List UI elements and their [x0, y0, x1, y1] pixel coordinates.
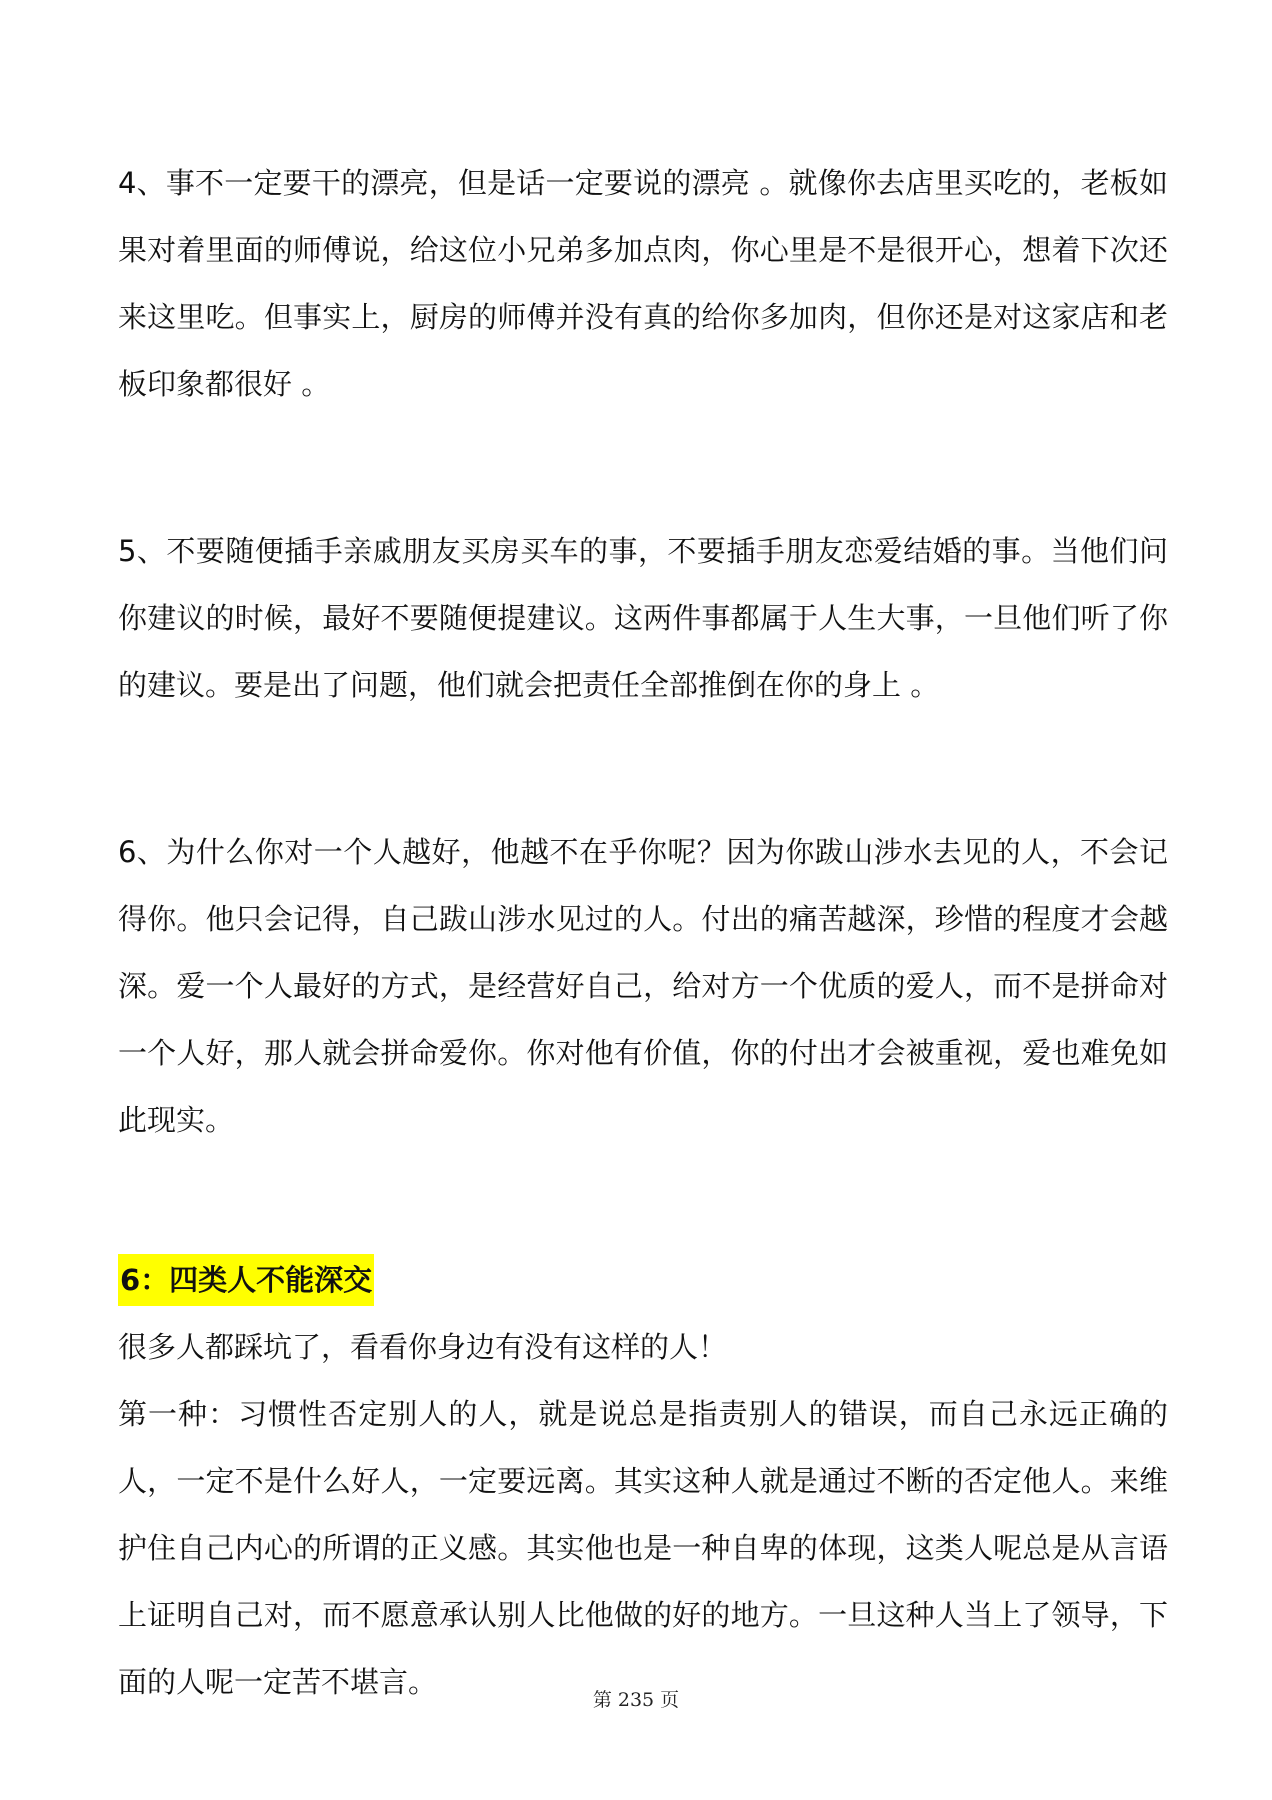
page-number: 第 235 页 [592, 1689, 680, 1711]
section-intro: 很多人都踩坑了，看看你身边有没有这样的人！ [118, 1330, 728, 1364]
paragraph-tip-6: 6、为什么你对一个人越好，他越不在乎你呢？因为你跋山涉水去见的人，不会记得你。他只会记得，自己跋山涉水见过的人。付出的痛苦越深，珍惜的程度才会越深。爱一个人最好的方式，是经营好自己，给对方一个优质的爱人，而不是拼命对一个人好，那人就会拼命爱你。你对他有价值，你的付出才会被重视，爱也难免如此现实。 [118, 835, 1168, 1137]
section-first-type: 第一种：习惯性否定别人的人，就是说总是指责别人的错误，而自己永远正确的人，一定不是什么好人，一定要远离。其实这种人就是通过不断的否定他人。来维护住自己内心的所谓的正义感。其实他也是一种自卑的体现，这类人呢总是从言语上证明自己对，而不愿意承认别人比他做的好的地方。一旦这种人当上了领导，下面的人呢一定苦不堪言。 [118, 1397, 1168, 1699]
section-heading-row [118, 1254, 1168, 1306]
paragraph-tip-5: 5、不要随便插手亲戚朋友买房买车的事，不要插手朋友恋爱结婚的事。当他们问你建议的时候，最好不要随便提建议。这两件事都属于人生大事，一旦他们听了你的建议。要是出了问题，他们就会把责任全部推倒在你的身上 。 [118, 534, 1168, 702]
section-heading: 6：四类人不能深交 [118, 1254, 374, 1306]
document-page [118, 150, 1168, 1716]
paragraph-tip-4: 4、事不一定要干的漂亮，但是话一定要说的漂亮 。就像你去店里买吃的，老板如果对着里面的师傅说，给这位小兄弟多加点肉，你心里是不是很开心，想着下次还来这里吃。但事实上，厨房的师傅并没有真的给你多加肉，但你还是对这家店和老板印象都很好 。 [118, 166, 1168, 401]
